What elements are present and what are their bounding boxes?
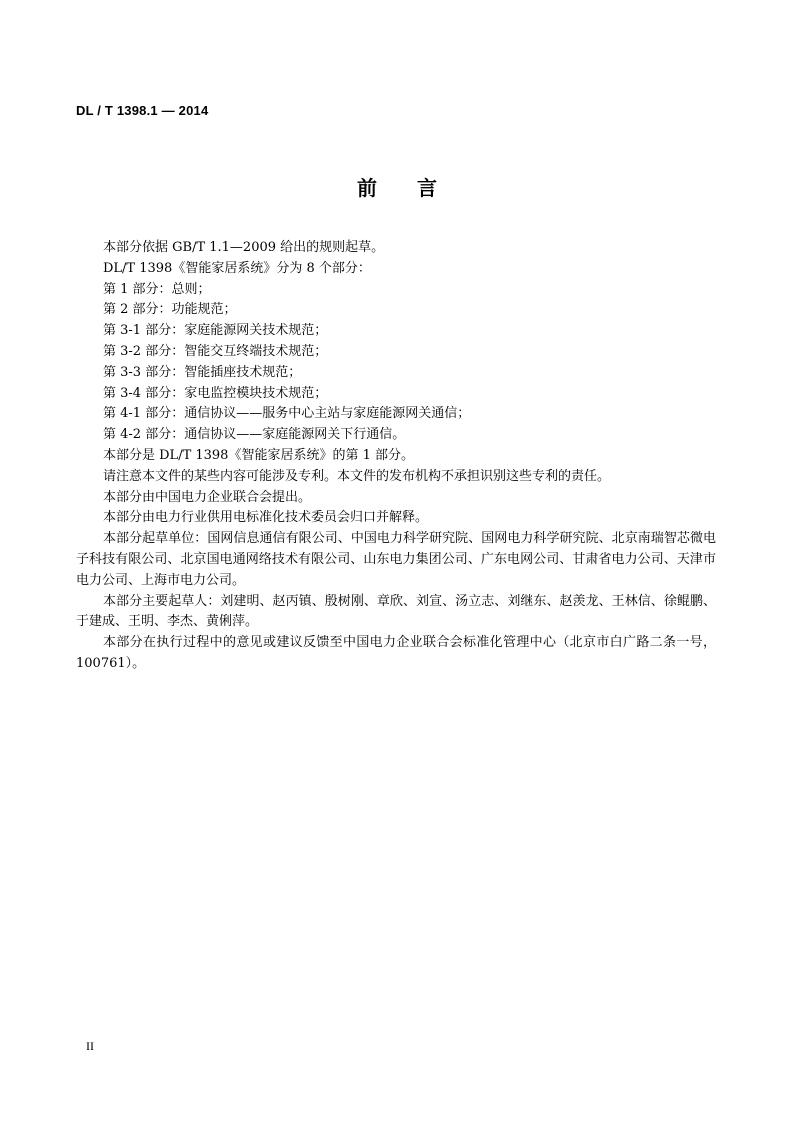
paragraph-responsible-committee: 本部分由电力行业供用电标准化技术委员会归口并解释。: [103, 510, 429, 526]
paragraph-feedback: 本部分在执行过程中的意见或建议反馈至中国电力企业联合会标准化管理中心（北京市白广路二条一号，100761）。: [76, 635, 716, 671]
paragraph-drafters: 本部分主要起草人：刘建明、赵丙镇、殷树刚、章欣、刘宣、汤立志、刘继东、赵羡龙、王林信、徐鲲鹏、于建成、王明、李杰、黄俐萍。: [76, 593, 716, 630]
paragraph-parts-intro: DL/T 1398《智能家居系统》分为 8 个部分：: [103, 260, 371, 276]
paragraph-proposed-by: 本部分由中国电力企业联合会提出。: [103, 489, 312, 505]
list-item-part-4-2: 第 4-2 部分：通信协议——家庭能源网关下行通信。: [103, 427, 406, 443]
list-item-part-2: 第 2 部分：功能规范；: [103, 302, 237, 318]
list-item-part-3-4: 第 3-4 部分：家电监控模块技术规范；: [103, 385, 328, 401]
page-title: [0, 172, 794, 201]
standard-code-header: DL / T 1398.1 — 2014: [76, 103, 209, 118]
page-number: II: [86, 1039, 94, 1053]
paragraph-drafting-rules: 本部分依据 GB/T 1.1—2009 给出的规则起草。: [103, 240, 385, 255]
paragraph-drafting-units: 本部分起草单位：国网信息通信有限公司、中国电力科学研究院、国网电力科学研究院、北京南瑞智芯微电子科技有限公司、北京国电通网络技术有限公司、山东电力集团公司、广东电网公司、甘肃省电力公司、天津市电力公司、上海市电力公司。: [76, 531, 716, 588]
paragraph-patent-notice: 请注意本文件的某些内容可能涉及专利。本文件的发布机构不承担识别这些专利的责任。: [103, 468, 611, 484]
list-item-part-1: 第 1 部分：总则；: [103, 281, 211, 297]
list-item-part-4-1: 第 4-1 部分：通信协议——服务中心主站与家庭能源网关通信；: [103, 406, 471, 422]
list-item-part-3-1: 第 3-1 部分：家庭能源网关技术规范；: [103, 323, 328, 339]
list-item-part-3-3: 第 3-3 部分：智能插座技术规范；: [103, 364, 302, 380]
list-item-part-3-2: 第 3-2 部分：智能交互终端技术规范；: [103, 343, 328, 359]
title-char-2: 言: [417, 176, 437, 200]
title-char-1: 前: [357, 176, 377, 200]
foreword-body: [76, 238, 716, 675]
paragraph-this-part: 本部分是 DL/T 1398《智能家居系统》的第 1 部分。: [103, 447, 414, 463]
